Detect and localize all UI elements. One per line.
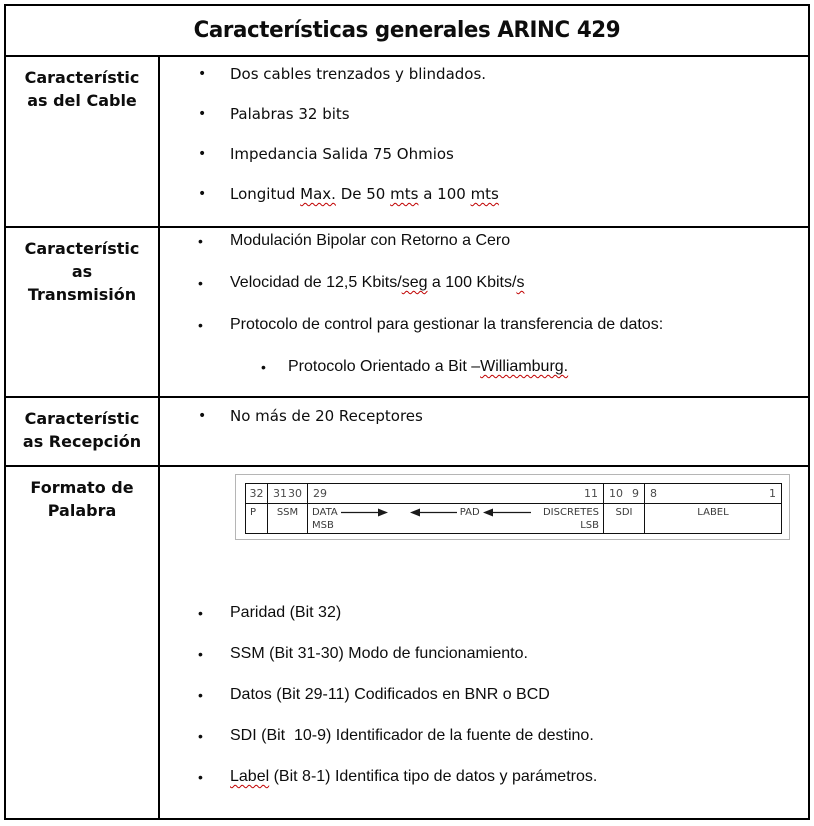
header-line: Característic [24,409,140,428]
diagram-col-data [307,484,603,533]
bullet-item [160,231,808,251]
bit-32: 32 [249,487,264,500]
field-lsb: LSB [580,520,599,531]
diagram-col-sdi [603,484,644,533]
bullet-item [160,184,808,204]
header-line: Característic [24,239,140,258]
bullet-item [160,406,808,426]
bullet-text [230,104,350,124]
field-data: DATA [312,507,338,518]
header-line: Transmisión [27,285,137,304]
bit-30: 30 [288,487,302,500]
bullet-marker-icon: • [198,146,207,162]
bullet-item [160,273,808,293]
row-header-transmision [6,228,160,396]
bit-9: 9 [632,487,639,500]
text-segment: a 100 Kbits/ [427,274,517,291]
word-format-diagram [235,474,790,540]
bit-number-cell [246,484,267,504]
bit-1: 1 [769,487,776,500]
field-discretes: DISCRETES [542,507,599,518]
text-segment: Paridad (Bit 32) [230,604,342,621]
text-segment: No más de 20 Receptores [230,407,423,425]
misspelled-word: Williamburg. [480,358,569,375]
row-header-formato [6,467,160,818]
row-header-cable [6,57,160,226]
bullet-marker-icon: • [261,359,266,375]
text-segment: (Bit 8-1) Identifica tipo de datos y parámetros. [269,768,598,785]
bullet-marker-icon: • [198,408,207,424]
bullet-item [160,767,808,787]
bullet-text [230,64,486,84]
bullet-marker-icon: • [198,106,207,122]
misspelled-word: mts [470,185,499,203]
bullet-marker-icon: • [198,687,203,703]
bullet-text [230,406,423,426]
field-label-cell [308,504,603,533]
text-segment: De 50 [335,185,391,203]
bullet-marker-icon: • [198,317,203,333]
field-sdi: SDI [615,507,633,518]
text-segment: a 100 [418,185,471,203]
bullet-marker-icon: • [198,233,203,249]
word-format-bit-table [245,483,782,534]
bit-31: 31 [273,487,287,500]
row-body-formato [160,467,808,818]
bullet-item [160,64,808,84]
text-segment: Protocolo Orientado a Bit – [288,358,481,375]
bullet-text [230,726,594,746]
text-segment: Datos (Bit 29-11) Codificados en BNR o BCD [230,686,550,703]
page-title: Características generales ARINC 429 [193,18,621,43]
misspelled-word: s [516,274,525,291]
text-segment: Palabras 32 bits [230,105,350,123]
field-p: P [250,507,257,518]
header-line: Formato de [30,478,134,497]
diagram-col-label [644,484,781,533]
bit-number-cell [604,484,644,504]
bullet-marker-icon: • [198,186,207,202]
bit-number-cell [645,484,781,504]
arrow-left-icon [410,508,457,517]
row-body-transmision [160,228,808,396]
bullet-text [230,767,597,787]
formato-bullet-list [160,603,808,787]
row-header-recepcion [6,398,160,465]
row-body-recepcion [160,398,808,465]
field-pad: PAD [459,507,480,518]
bullet-text [230,273,524,293]
header-line: Palabra [47,501,117,520]
sub-bullet-item [160,357,808,377]
text-segment: Velocidad de 12,5 Kbits/ [230,274,402,291]
misspelled-word: Max. [300,185,336,203]
bit-11: 11 [584,487,598,500]
field-ssm: SSM [276,507,299,518]
table-title-row [6,6,808,57]
header-line: as del Cable [27,91,137,110]
bit-10: 10 [609,487,623,500]
text-segment: Protocolo de control para gestionar la transferencia de datos: [230,316,664,333]
header-line: as Recepción [22,432,142,451]
field-label-cell [645,504,781,533]
msb-lsb-line [312,519,599,532]
header-line: Característic [24,68,140,87]
bullet-item [160,104,808,124]
bullet-item [160,144,808,164]
bullet-item [160,603,808,623]
bullet-text [230,144,454,164]
bit-number-cell [308,484,603,504]
text-segment: SDI (Bit 10-9) Identificador de la fuente de destino. [230,727,594,744]
misspelled-word: mts [390,185,419,203]
bullet-text [230,644,528,664]
diagram-col-ssm [267,484,307,533]
arrow-left-icon [483,508,531,517]
misspelled-word: seg [401,274,428,291]
field-label-cell [246,504,267,533]
header-line: as [71,262,93,281]
field-label: LABEL [697,507,729,518]
bullet-marker-icon: • [198,66,207,82]
bullet-marker-icon: • [198,275,203,291]
bullet-marker-icon: • [198,605,203,621]
bullet-marker-icon: • [198,728,203,744]
row-body-cable [160,57,808,226]
text-segment: Longitud [230,185,301,203]
bullet-item [160,685,808,705]
bullet-item [160,315,808,335]
bullet-text [230,231,510,251]
diagram-col-parity [246,484,267,533]
text-segment: SSM (Bit 31-30) Modo de funcionamiento. [230,645,528,662]
field-msb: MSB [312,520,334,531]
field-label-cell [604,504,644,533]
table-row-recepcion [6,398,808,467]
table-row-formato [6,467,808,818]
bullet-item [160,726,808,746]
bullet-item [160,644,808,664]
bullet-text [230,184,499,204]
bullet-text [230,685,550,705]
bullet-text [230,315,663,335]
bullet-text [230,603,341,623]
table-row-cable [6,57,808,228]
text-segment: Impedancia Salida 75 Ohmios [230,145,454,163]
bullet-marker-icon: • [198,646,203,662]
text-segment: Modulación Bipolar con Retorno a Cero [230,232,511,249]
misspelled-word: Label [230,768,270,785]
bullet-text [288,357,568,377]
bullet-marker-icon: • [198,769,203,785]
data-pad-line [312,506,599,519]
bit-29: 29 [313,487,327,500]
arinc429-table [4,4,810,820]
field-label-cell [268,504,307,533]
table-row-transmision [6,228,808,398]
bit-number-cell [268,484,307,504]
arrow-right-icon [341,508,388,517]
bit-8: 8 [650,487,657,500]
text-segment: Dos cables trenzados y blindados. [230,65,487,83]
